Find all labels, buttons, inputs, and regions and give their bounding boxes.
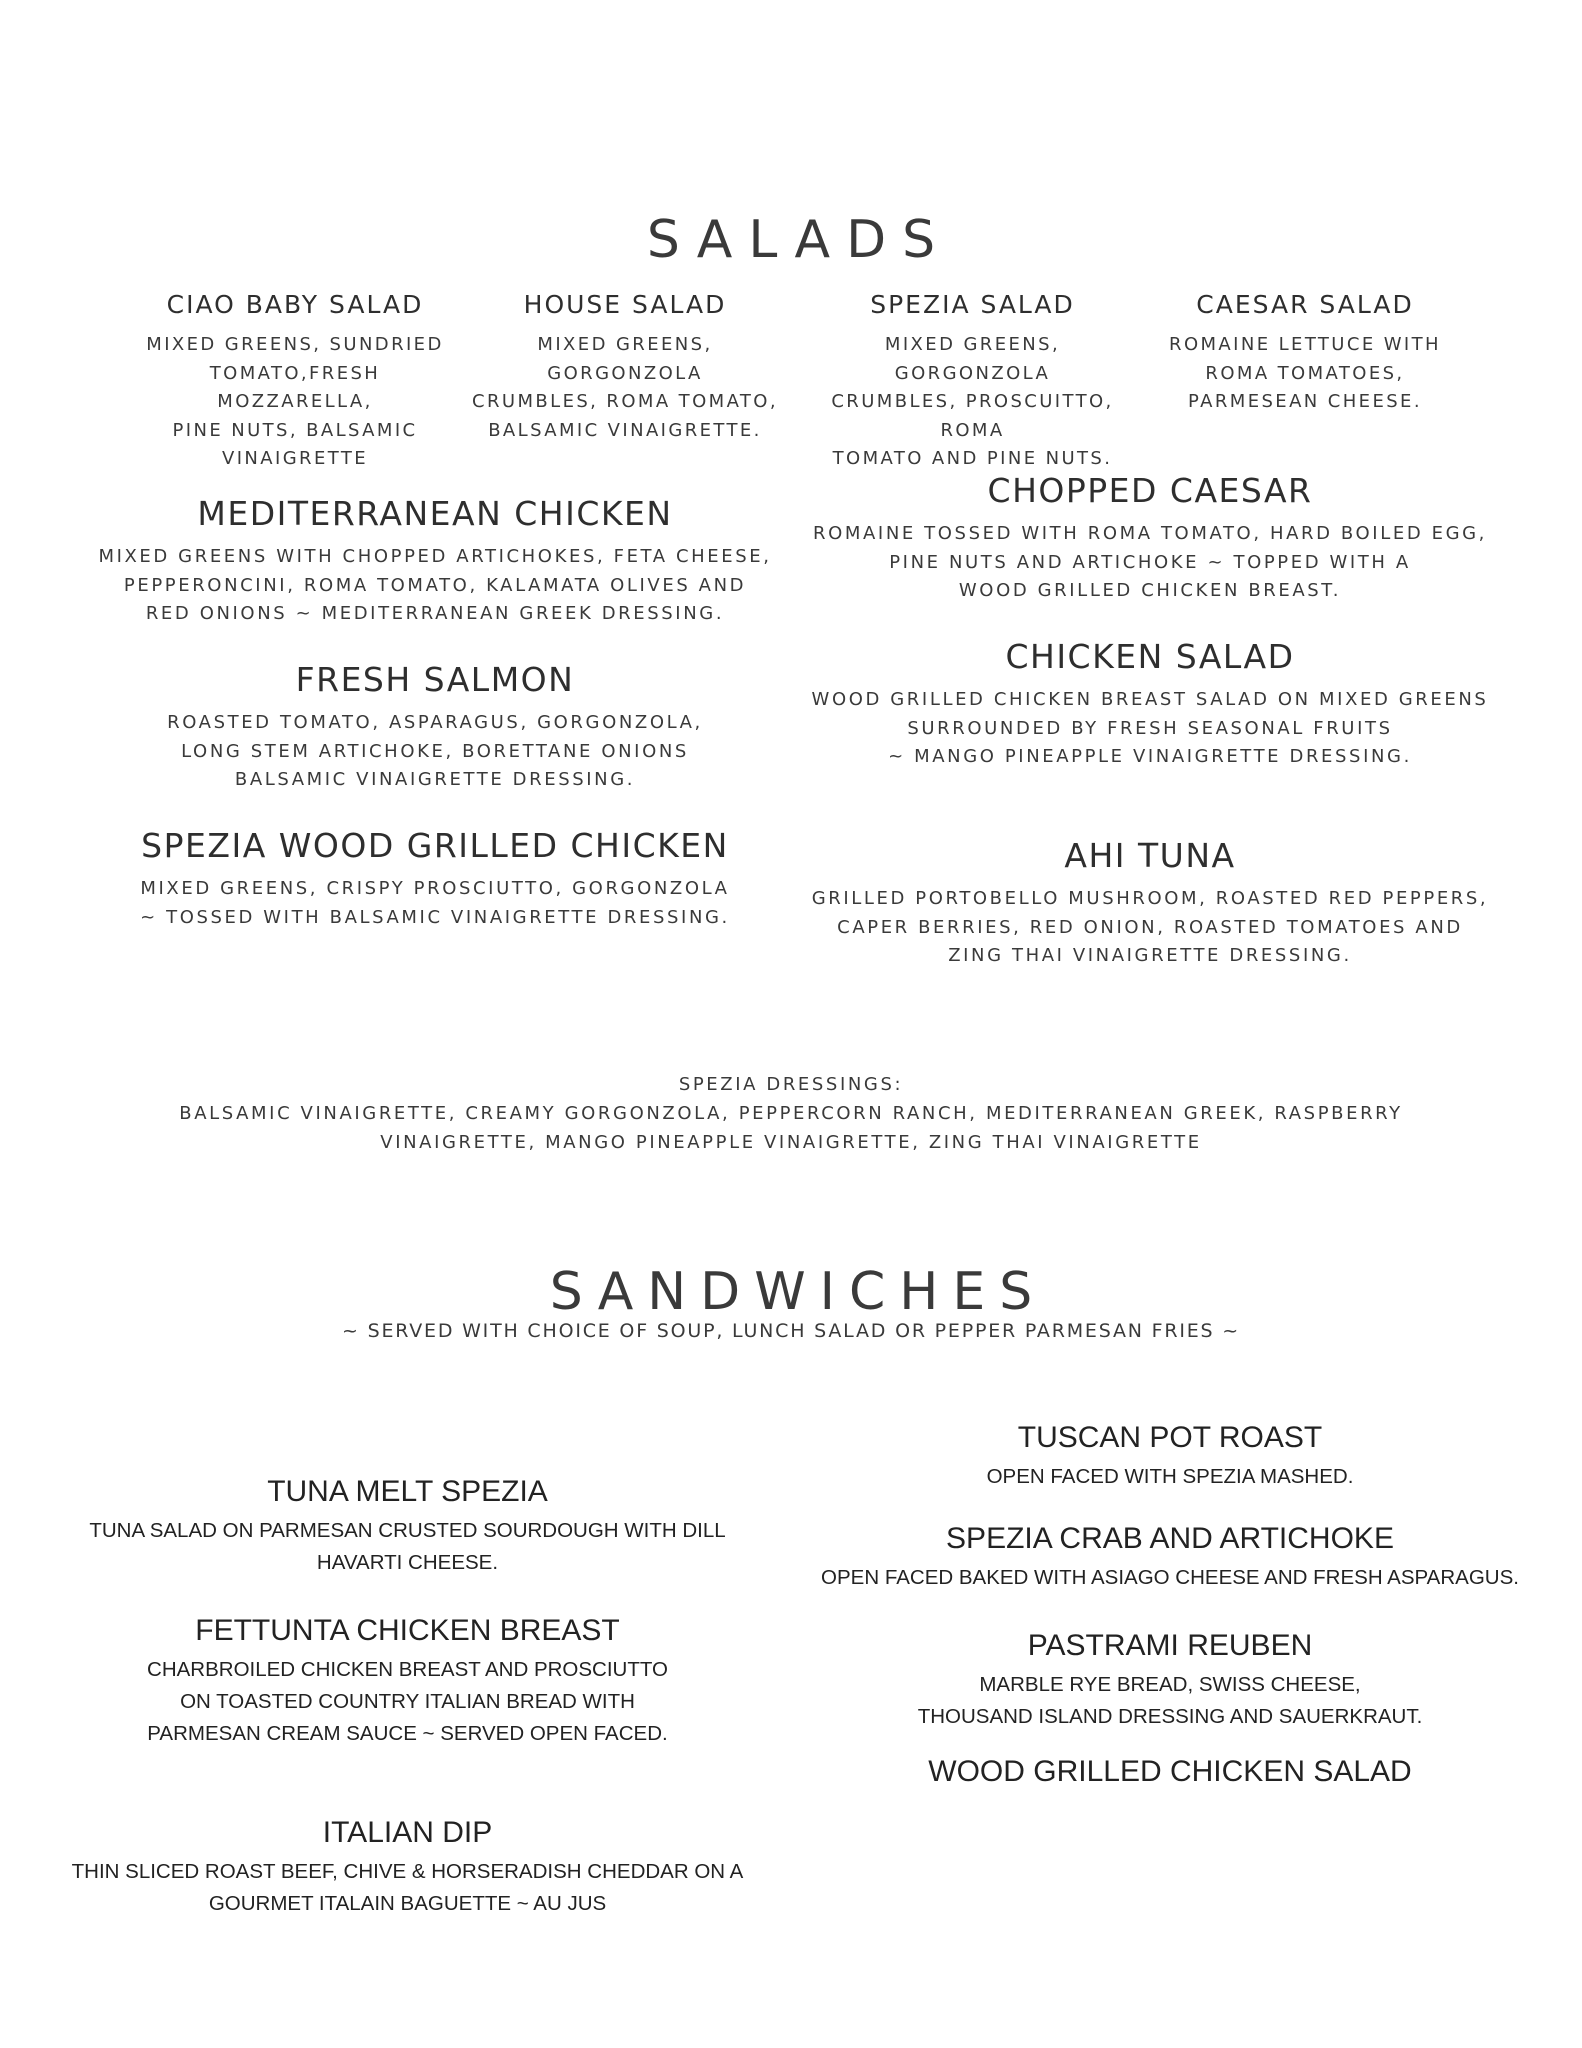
item-name: FETTUNTA CHICKEN BREAST — [195, 1614, 620, 1647]
item-description: GRILLED PORTOBELLO MUSHROOM, ROASTED RED PEPPERS, CAPER BERRIES, RED ONION, ROASTED TOMATOES AND ZING THAI VINAIGRETTE DRESSING. — [811, 888, 1489, 966]
item-description: THIN SLICED ROAST BEEF, CHIVE & HORSERADISH CHEDDAR ON A GOURMET ITALAIN BAGUETTE ~ AU JUS — [71, 1860, 744, 1915]
item-name: SPEZIA WOOD GRILLED CHICKEN — [141, 826, 729, 865]
item-name: FRESH SALMON — [295, 660, 575, 699]
item-name: SPEZIA CRAB AND ARTICHOKE — [946, 1522, 1394, 1555]
menu-item-ahi-tuna — [800, 836, 1500, 971]
item-description: MIXED GREENS, CRISPY PROSCIUTTO, GORGONZOLA ~ TOSSED WITH BALSAMIC VINAIGRETTE DRESSING. — [140, 878, 730, 928]
item-description: MIXED GREENS, GORGONZOLA CRUMBLES, PROSCUITTO, ROMA TOMATO AND PINE NUTS. — [831, 334, 1114, 469]
item-name: TUSCAN POT ROAST — [1017, 1421, 1323, 1454]
item-name: CHICKEN SALAD — [1005, 637, 1295, 676]
menu-item-chicken-salad — [800, 637, 1500, 772]
item-name: WOOD GRILLED CHICKEN SALAD — [928, 1755, 1412, 1788]
item-description: OPEN FACED WITH SPEZIA MASHED. — [986, 1465, 1354, 1488]
menu-item-pastrami-reuben — [815, 1629, 1525, 1733]
item-name: CAESAR SALAD — [1196, 290, 1414, 319]
item-name: MEDITERRANEAN CHICKEN — [197, 494, 673, 533]
item-description: MIXED GREENS WITH CHOPPED ARTICHOKES, FETA CHEESE, PEPPERONCINI, ROMA TOMATO, KALAMATA OLIVES AND RED ONIONS ~ MEDITERRANEAN GREEK DRESSING. — [98, 546, 772, 624]
menu-item-spezia-crab-and-artichoke — [815, 1522, 1525, 1594]
item-description: TUNA SALAD ON PARMESAN CRUSTED SOURDOUGH WITH DILL HAVARTI CHEESE. — [89, 1519, 726, 1574]
item-name: TUNA MELT SPEZIA — [267, 1475, 548, 1508]
menu-item-caesar-salad — [1140, 290, 1470, 417]
menu-item-chopped-caesar — [800, 471, 1500, 606]
menu-item-ciao-baby-salad — [130, 290, 460, 474]
item-description: WOOD GRILLED CHICKEN BREAST SALAD ON MIXED GREENS SURROUNDED BY FRESH SEASONAL FRUITS ~ MANGO PINEAPPLE VINAIGRETTE DRESSING. — [811, 689, 1489, 767]
item-name: AHI TUNA — [1064, 836, 1236, 875]
menu-item-spezia-wood-grilled-chicken — [85, 826, 785, 932]
item-name: PASTRAMI REUBEN — [1027, 1629, 1313, 1662]
menu-item-mediterranean-chicken — [85, 494, 785, 629]
dressings-block — [0, 1070, 1582, 1157]
menu-item-tuscan-pot-roast — [815, 1421, 1525, 1493]
item-description: ROASTED TOMATO, ASPARAGUS, GORGONZOLA, LONG STEM ARTICHOKE, BORETTANE ONIONS BALSAMIC VINAIGRETTE DRESSING. — [167, 712, 703, 790]
salads-heading: SALADS — [646, 210, 952, 270]
item-name: CIAO BABY SALAD — [166, 290, 424, 319]
item-description: MARBLE RYE BREAD, SWISS CHEESE, THOUSAND ISLAND DRESSING AND SAUERKRAUT. — [917, 1673, 1423, 1728]
item-description: CHARBROILED CHICKEN BREAST AND PROSCIUTTO ON TOASTED COUNTRY ITALIAN BREAD WITH PARMESAN CREAM SAUCE ~ SERVED OPEN FACED. — [147, 1658, 668, 1745]
menu-item-fresh-salmon — [85, 660, 785, 795]
menu-item-fettunta-chicken-breast — [55, 1614, 760, 1750]
menu-item-tuna-melt-spezia — [55, 1475, 760, 1579]
item-description: MIXED GREENS, SUNDRIED TOMATO,FRESH MOZZARELLA, PINE NUTS, BALSAMIC VINAIGRETTE — [146, 334, 444, 469]
item-description: ROMAINE LETTUCE WITH ROMA TOMATOES, PARMESEAN CHEESE. — [1169, 334, 1441, 412]
item-description: MIXED GREENS, GORGONZOLA CRUMBLES, ROMA TOMATO, BALSAMIC VINAIGRETTE. — [472, 334, 778, 441]
item-description: OPEN FACED BAKED WITH ASIAGO CHEESE AND FRESH ASPARAGUS. — [821, 1566, 1519, 1589]
item-name: ITALIAN DIP — [322, 1816, 493, 1849]
sandwiches-heading: SANDWICHES — [549, 1262, 1047, 1322]
menu-item-house-salad — [460, 290, 790, 445]
menu-item-wood-grilled-chicken-salad — [815, 1755, 1525, 1789]
sandwiches-subtitle: ~ SERVED WITH CHOICE OF SOUP, LUNCH SALAD OR PEPPER PARMESAN FRIES ~ — [342, 1320, 1240, 1342]
item-name: CHOPPED CAESAR — [987, 471, 1313, 510]
dressings-heading: SPEZIA DRESSINGS: — [678, 1074, 904, 1095]
item-name: HOUSE SALAD — [523, 290, 727, 319]
item-name: SPEZIA SALAD — [870, 290, 1075, 319]
item-description: ROMAINE TOSSED WITH ROMA TOMATO, HARD BOILED EGG, PINE NUTS AND ARTICHOKE ~ TOPPED WITH A WOOD GRILLED CHICKEN BREAST. — [813, 523, 1487, 601]
menu-item-italian-dip — [55, 1816, 760, 1920]
dressings-list: BALSAMIC VINAIGRETTE, CREAMY GORGONZOLA, PEPPERCORN RANCH, MEDITERRANEAN GREEK, RASPBERRY VINAIGRETTE, MANGO PINEAPPLE VINAIGRETTE, ZING THAI VINAIGRETTE — [179, 1103, 1403, 1153]
menu-item-spezia-salad — [805, 290, 1140, 474]
